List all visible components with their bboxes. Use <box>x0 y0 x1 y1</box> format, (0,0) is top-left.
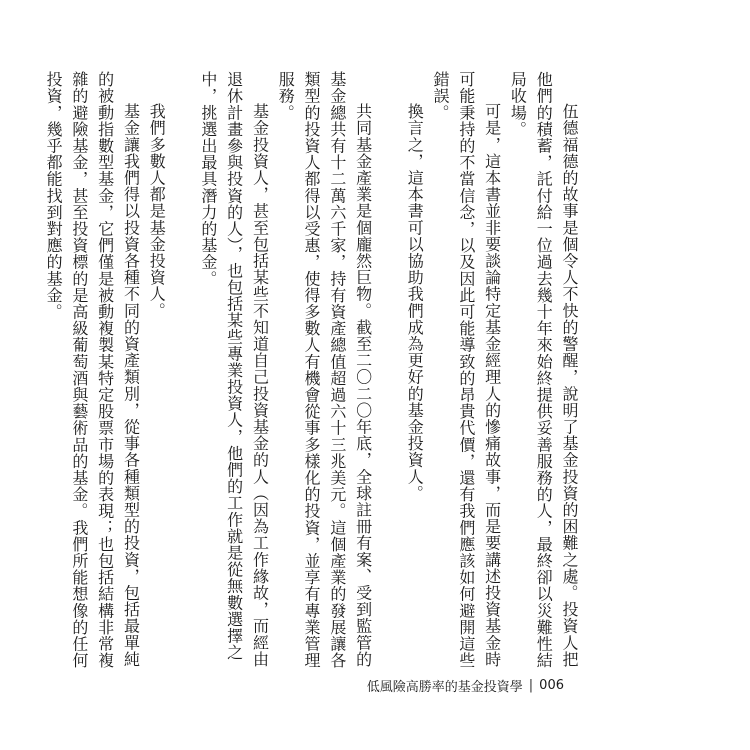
paragraph-fund-industry: 共同基金產業是個龐然巨物。截至二〇二〇年底，全球註冊有案、受到監管的基金總共有十二萬六千家，持有資產總值超過六十三兆美元。這個產業的發展讓各類型的投資人都得以受惠，使得多數人有機會從事多樣化的投資，並享有專業管理服務。 <box>276 71 373 669</box>
paragraph-woodford-story: 伍德福德的故事是個令人不快的警醒，說明了基金投資的困難之處。投資人把他們的積蓄，託付給一位過去幾十年來始終提供妥善服務的人，最終卻以災難性結局收場。 <box>508 71 579 669</box>
paragraph-most-of-us: 我們多數人都是基金投資人。 <box>147 103 167 319</box>
paragraph-asset-classes: 基金讓我們得以投資各種不同的資產類別，從事各種類型的投資，包括最單純的被動指數型基金，它們僅是被動複製某特定股票市場的表現；也包括結構非常複雜的避險基金，甚至投資標的是高級葡萄酒與藝術品的基金。我們所能想像的任何投資，幾乎都能找到對應的基金。 <box>44 71 141 669</box>
paragraph-fund-investors: 基金投資人，甚至包括某些不知道自己投資基金的人（因為工作緣故，而經由退休計畫參與投資的人），也包括某些專業投資人，他們的工作就是從無數選擇之中，挑選出最具潛力的基金。 <box>198 71 270 668</box>
footer-separator: | <box>528 678 534 693</box>
paragraph-book-purpose: 可是，這本書並非要談論特定基金經理人的慘痛故事，而是要講述投資基金時可能秉持的不當信念，以及因此可能導致的昂貴代價，還有我們應該如何避開這些錯誤。 <box>431 71 502 669</box>
paragraph-in-other-words: 換言之，這本書可以協助我們成為更好的基金投資人。 <box>405 103 425 502</box>
running-title: 低風險高勝率的基金投資學 <box>366 680 523 695</box>
page-footer <box>367 676 564 695</box>
page-number: 006 <box>539 678 564 693</box>
vertical-text-body <box>44 71 582 671</box>
